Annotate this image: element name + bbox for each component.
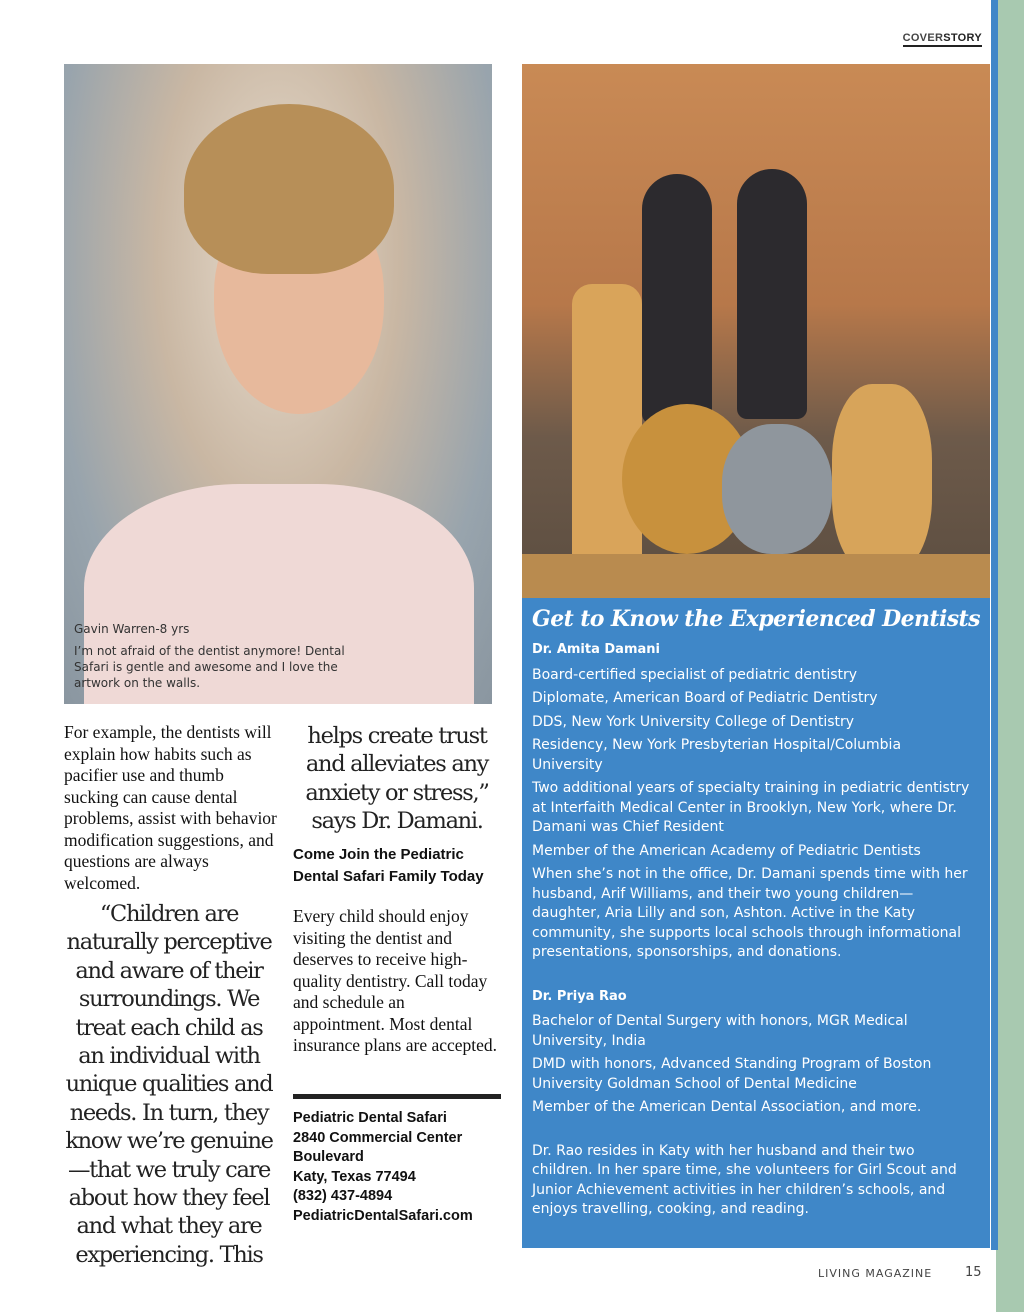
contact-block: [293, 1109, 503, 1227]
pull-quote-2: helps create trust and alleviates any anxiety or stress,” says Dr. Damani.: [305, 723, 489, 835]
page-number: 15: [965, 1265, 982, 1280]
dr1-item: Residency, New York Presbyterian Hospital/Columbia University: [532, 737, 902, 773]
contact-phone: (832) 437-4894: [293, 1188, 393, 1205]
dr2-bio: Dr. Rao resides in Katy with her husband and their two children. In her spare time, she volunteers for Girl Scout and Junior Achievement activities in her children’s schools, and enjoys travelling, cooking, and reading.: [532, 1142, 957, 1217]
dr1-item: Member of the American Academy of Pediatric Dentists: [532, 842, 921, 859]
contact-street: 2840 Commercial Center Boulevard: [293, 1129, 463, 1166]
dentist-figure-left: [642, 174, 712, 424]
dr2-item: Member of the American Dental Association, and more.: [532, 1099, 922, 1115]
panel-title: Get to Know the Experienced Dentists: [532, 606, 980, 632]
caption-name: Gavin Warren-8 yrs: [74, 622, 190, 636]
dr2-item: DMD with honors, Advanced Standing Program of Boston University Goldman School of Dental Medicine: [532, 1056, 932, 1092]
dr2-name: Dr. Priya Rao: [532, 988, 627, 1004]
pull-quote-1: “Children are naturally perceptive and aware of their surroundings. We treat each child as an individual with unique qualities and needs. In turn, they know we’re genuine—that we truly care about how they feel and what they are experiencing. This: [65, 901, 273, 1268]
dr2-item: Bachelor of Dental Surgery with honors, MGR Medical University, India: [532, 1013, 908, 1049]
photo-caption: [74, 621, 374, 691]
side-decoration-blue: [991, 0, 998, 1250]
elephant-toy: [722, 424, 832, 554]
dr1-item: Diplomate, American Board of Pediatric Dentistry: [532, 690, 878, 706]
giraffe-toy: [572, 284, 642, 584]
divider-rule: [293, 1094, 501, 1099]
join-body: Every child should enjoy visiting the dentist and deserves to receive high-quality dentistry. Call today and schedule an appointment. Most dental insurance plans are accepted.: [293, 906, 498, 1055]
dr1-item: DDS, New York University College of Dentistry: [532, 713, 855, 730]
contact-city: Katy, Texas 77494: [293, 1168, 416, 1185]
dentists-photo: [522, 64, 990, 598]
dentists-info-panel: [522, 598, 990, 1248]
dr1-item: Two additional years of specialty training in pediatric dentistry at Interfaith Medical Center in Brooklyn, New York, where Dr. Damani was Chief Resident: [532, 780, 970, 835]
section-label: COVERSTORY: [903, 32, 982, 47]
dentist-figure-right: [737, 169, 807, 419]
join-heading: Come Join the Pediatric Dental Safari Family Today: [293, 846, 484, 885]
cheetah-toy: [832, 384, 932, 574]
child-photo: [64, 64, 492, 704]
contact-website: PediatricDentalSafari.com: [293, 1207, 473, 1224]
dr1-name: Dr. Amita Damani: [532, 642, 660, 657]
dr1-item: Board-certified specialist of pediatric dentistry: [532, 666, 858, 683]
hair-shape: [184, 104, 394, 274]
contact-name: Pediatric Dental Safari: [293, 1110, 447, 1126]
footer-magazine: LIVING MAGAZINE: [818, 1267, 933, 1280]
article-column-1: For example, the dentists will explain how habits such as pacifier use and thumb sucking can cause dental problems, assist with behavior modification suggestions, and questions are always welcomed.: [64, 722, 277, 893]
leopard-rug: [522, 554, 990, 598]
side-decoration-green: [996, 0, 1024, 1312]
caption-quote: I’m not afraid of the dentist anymore! Dental Safari is gentle and awesome and I love the artwork on the walls.: [74, 644, 345, 690]
dr1-item: When she’s not in the office, Dr. Damani spends time with her husband, Arif Williams, and their two young children—daughter, Aria Lilly and son, Ashton. Active in the Katy community, she supports local schools through informational presentations, sponsorships, and donations.: [532, 866, 968, 960]
panel-body: [532, 640, 972, 1224]
